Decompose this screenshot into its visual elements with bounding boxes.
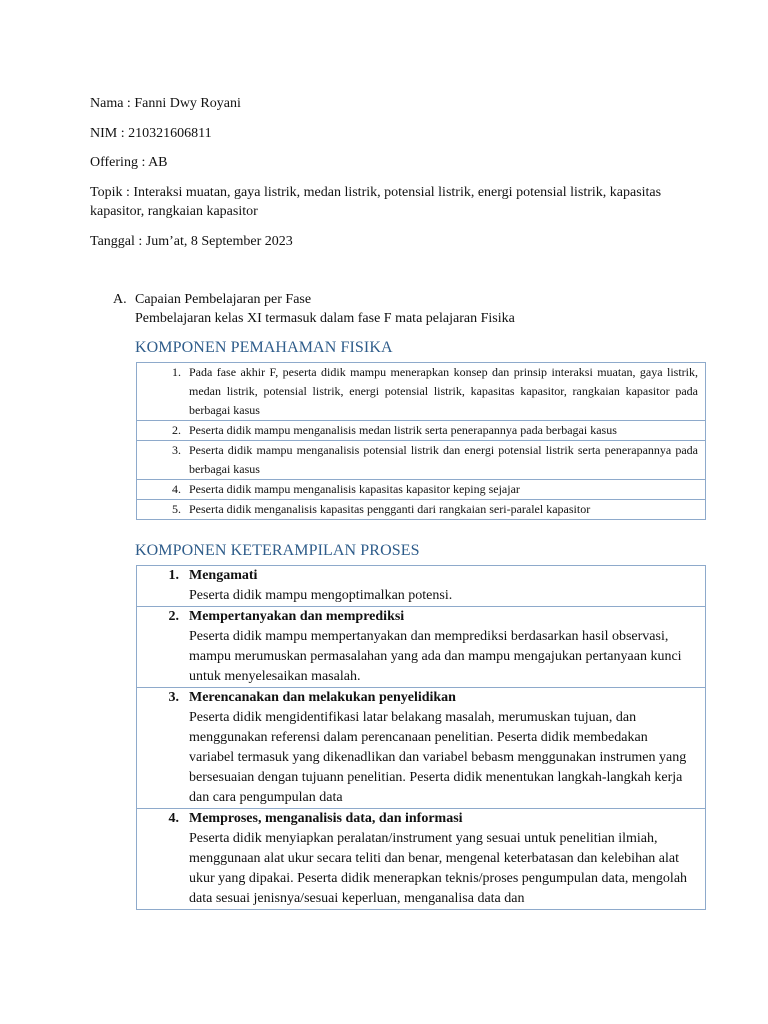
item-title: Mempertanyakan dan memprediksi xyxy=(189,609,405,624)
table-row xyxy=(137,480,706,500)
table-row xyxy=(137,363,706,421)
table-row xyxy=(137,441,706,480)
item-title: Merencanakan dan melakukan penyelidikan xyxy=(189,690,456,705)
item-number: 3. xyxy=(168,690,179,705)
section-a xyxy=(113,290,515,328)
table-row xyxy=(137,688,706,809)
list-item xyxy=(137,607,705,687)
keterampilan-table xyxy=(136,565,706,910)
offering-line: Offering : AB xyxy=(90,155,168,170)
table-row xyxy=(137,421,706,441)
item-text: Peserta didik mampu menganalisis kapasitas kapasitor keping sejajar xyxy=(189,482,520,496)
item-text: Peserta didik mampu menganalisis medan listrik serta penerapannya pada berbagai kasus xyxy=(189,423,617,437)
table-row xyxy=(137,566,706,607)
pemahaman-heading: KOMPONEN PEMAHAMAN FISIKA xyxy=(135,339,393,356)
item-text: Peserta didik menganalisis kapasitas pengganti dari rangkaian seri-paralel kapasitor xyxy=(189,502,591,516)
nim-line: NIM : 210321606811 xyxy=(90,126,212,141)
item-text: Peserta didik mengidentifikasi latar belakang masalah, merumuskan tujuan, dan menggunakan referensi dalam perencanaan penelitian. Peserta didik membedakan variabel termasuk yang dikenadlikan dan variabel bebasm menggunakan instrumen yang bersesuaian dengan tujuann penelitian. Peserta didik menentukan langkah-langkah kerja dan cara pengumpulan data xyxy=(189,710,687,805)
item-title: Mengamati xyxy=(189,568,258,583)
item-number: 1. xyxy=(168,568,179,583)
item-number: 2. xyxy=(172,423,181,437)
item-number: 1. xyxy=(172,365,181,379)
topik-line: Topik : Interaksi muatan, gaya listrik, medan listrik, potensial listrik, energi potensial listrik, kapasitas kapasitor, rangkaian kapasitor xyxy=(90,185,662,219)
item-text: Peserta didik mampu menganalisis potensial listrik dan energi potensial listrik serta penerapannya pada berbagai kasus xyxy=(189,443,698,476)
table-row xyxy=(137,500,706,520)
item-text: Pada fase akhir F, peserta didik mampu menerapkan konsep dan prinsip interaksi muatan, gaya listrik, medan listrik, potensial listrik, energi potensial listrik, kapasitas kapasitor, rangkaian kapasitor pada berbagai kasus xyxy=(189,365,698,417)
keterampilan-heading: KOMPONEN KETERAMPILAN PROSES xyxy=(135,542,420,559)
list-item xyxy=(137,363,705,420)
item-number: 4. xyxy=(168,811,179,826)
nama-line: Nama : Fanni Dwy Royani xyxy=(90,96,241,111)
item-text: Peserta didik mampu mengoptimalkan potensi. xyxy=(189,588,453,603)
item-number: 2. xyxy=(168,609,179,624)
tanggal-line: Tanggal : Jum’at, 8 September 2023 xyxy=(90,234,293,249)
table-row xyxy=(137,809,706,910)
item-number: 4. xyxy=(172,482,181,496)
pemahaman-table xyxy=(136,362,706,520)
section-a-marker: A. xyxy=(113,292,127,307)
list-item xyxy=(137,500,705,519)
section-a-subtitle: Pembelajaran kelas XI termasuk dalam fase F mata pelajaran Fisika xyxy=(135,311,515,326)
list-item xyxy=(137,441,705,479)
list-item xyxy=(137,421,705,440)
section-a-title: Capaian Pembelajaran per Fase xyxy=(135,292,312,307)
item-number: 5. xyxy=(172,502,181,516)
list-item xyxy=(137,566,705,606)
item-text: Peserta didik mampu mempertanyakan dan memprediksi berdasarkan hasil observasi, mampu merumuskan permasalahan yang ada dan mampu mengajukan pertanyaan kunci untuk menyelesaikan masalah. xyxy=(189,629,682,684)
table-row xyxy=(137,607,706,688)
list-item xyxy=(137,480,705,499)
item-text: Peserta didik menyiapkan peralatan/instrument yang sesuai untuk penelitian ilmiah, menggunaan alat ukur secara teliti dan benar, mengenal keterbatasan dan kelebihan alat ukur yang dipakai. Peserta didik menerapkan teknis/proses pengumpulan data, mengolah data sesuai jenisnya/sesuai keperluan, menganalisa data dan xyxy=(189,831,688,906)
item-title: Memproses, menganalisis data, dan informasi xyxy=(189,811,463,826)
list-item xyxy=(137,688,705,808)
list-item xyxy=(137,809,705,909)
item-number: 3. xyxy=(172,443,181,457)
